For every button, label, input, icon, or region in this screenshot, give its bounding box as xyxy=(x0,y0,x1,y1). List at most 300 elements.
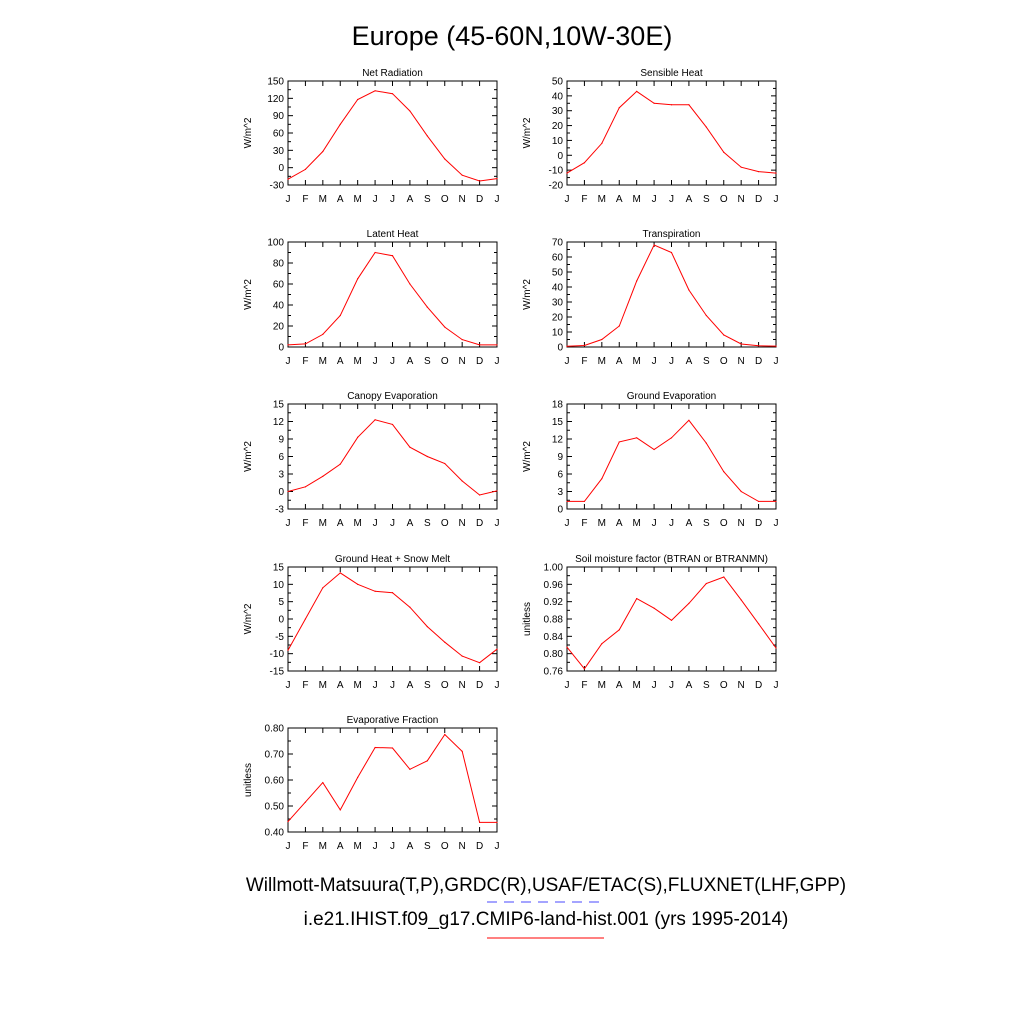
data-point xyxy=(340,124,341,125)
data-point xyxy=(636,437,637,438)
data-point xyxy=(688,104,689,105)
y-tick-label: 150 xyxy=(267,76,284,88)
x-tick-label: M xyxy=(353,518,362,529)
x-tick-label: N xyxy=(737,194,745,205)
x-tick-label: M xyxy=(597,680,607,691)
data-point xyxy=(619,629,620,630)
data-point xyxy=(427,135,428,136)
y-axis-label: W/m^2 xyxy=(243,279,254,310)
data-point xyxy=(758,171,759,172)
x-tick-label: M xyxy=(597,356,607,367)
y-tick-label: 0 xyxy=(557,504,563,516)
data-point xyxy=(496,344,497,345)
x-tick-label: N xyxy=(458,841,466,852)
data-point xyxy=(392,747,393,748)
x-tick-label: J xyxy=(773,356,779,367)
x-tick-label: A xyxy=(685,194,693,205)
data-point xyxy=(653,244,654,245)
data-point xyxy=(619,441,620,442)
data-point xyxy=(775,501,776,502)
y-tick-label: 0.40 xyxy=(264,827,284,839)
y-tick-label: 3 xyxy=(557,487,563,498)
x-tick-label: N xyxy=(458,356,466,367)
data-point xyxy=(374,419,375,420)
x-tick-label: J xyxy=(651,518,657,529)
x-tick-label: A xyxy=(336,518,344,529)
y-tick-label: 20 xyxy=(551,312,563,324)
y-tick-label: 0.84 xyxy=(543,631,563,643)
y-tick-label: -3 xyxy=(275,504,284,516)
y-axis-label: unitless xyxy=(243,763,254,797)
data-point xyxy=(305,169,306,170)
x-tick-label: A xyxy=(406,356,414,367)
figure-title: Europe (45-60N,10W-30E) xyxy=(351,21,673,51)
x-tick-label: A xyxy=(685,680,693,691)
data-point xyxy=(287,344,288,345)
data-point xyxy=(322,587,323,588)
data-point xyxy=(653,103,654,104)
x-tick-label: A xyxy=(336,841,344,852)
y-tick-label: 0.76 xyxy=(543,666,563,678)
data-point xyxy=(566,501,567,502)
data-point xyxy=(374,252,375,253)
x-tick-label: M xyxy=(632,356,641,367)
x-tick-label: A xyxy=(615,356,623,367)
y-tick-label: 100 xyxy=(267,237,284,249)
data-point xyxy=(636,91,637,92)
data-point xyxy=(305,486,306,487)
y-tick-label: 80 xyxy=(272,258,284,270)
data-point xyxy=(636,598,637,599)
data-point xyxy=(322,476,323,477)
x-tick-label: A xyxy=(685,518,693,529)
data-point xyxy=(322,782,323,783)
x-tick-label: A xyxy=(685,356,693,367)
data-point xyxy=(496,822,497,823)
x-tick-label: J xyxy=(372,518,378,529)
x-tick-label: J xyxy=(669,194,674,205)
data-point xyxy=(775,173,776,174)
y-axis-label: W/m^2 xyxy=(522,117,533,149)
data-point xyxy=(357,278,358,279)
x-tick-label: J xyxy=(372,356,378,367)
y-tick-label: 18 xyxy=(551,399,563,411)
y-tick-label: 6 xyxy=(278,452,284,463)
data-point xyxy=(496,490,497,491)
data-point xyxy=(340,463,341,464)
x-tick-label: M xyxy=(353,194,362,205)
data-point xyxy=(741,167,742,168)
x-tick-label: S xyxy=(423,680,431,691)
data-point xyxy=(653,449,654,450)
x-tick-label: J xyxy=(773,518,779,529)
x-tick-label: A xyxy=(615,680,623,691)
y-tick-label: 40 xyxy=(272,300,284,312)
y-tick-label: 0 xyxy=(278,487,284,498)
data-point xyxy=(671,104,672,105)
data-point xyxy=(671,437,672,438)
panel-title: Transpiration xyxy=(642,229,701,240)
data-point xyxy=(287,491,288,492)
data-point xyxy=(723,152,724,153)
data-point xyxy=(758,501,759,502)
data-point xyxy=(584,501,585,502)
y-tick-label: -15 xyxy=(269,666,284,678)
data-point xyxy=(340,315,341,316)
x-tick-label: S xyxy=(702,680,710,691)
x-tick-label: J xyxy=(651,356,657,367)
x-tick-label: J xyxy=(773,194,779,205)
y-tick-label: -10 xyxy=(269,649,284,661)
data-point xyxy=(287,179,288,180)
x-tick-label: M xyxy=(632,518,641,529)
x-tick-label: J xyxy=(390,680,395,691)
data-point xyxy=(427,456,428,457)
panel-title: Net Radiation xyxy=(362,68,423,79)
y-tick-label: -5 xyxy=(275,631,284,643)
panel-title: Evaporative Fraction xyxy=(346,715,439,726)
data-point xyxy=(374,591,375,592)
data-point xyxy=(409,283,410,284)
data-point xyxy=(357,437,358,438)
x-tick-label: J xyxy=(564,680,570,691)
x-tick-label: M xyxy=(353,841,362,852)
data-point xyxy=(741,599,742,600)
y-tick-label: 70 xyxy=(551,237,563,249)
data-point xyxy=(775,647,776,648)
y-tick-label: 120 xyxy=(267,93,284,105)
x-tick-label: J xyxy=(564,518,570,529)
data-point xyxy=(287,821,288,822)
x-tick-label: S xyxy=(423,356,431,367)
x-tick-label: M xyxy=(318,356,328,367)
data-point xyxy=(305,343,306,344)
x-tick-label: M xyxy=(353,680,362,691)
data-point xyxy=(357,584,358,585)
y-tick-label: 10 xyxy=(551,135,563,147)
x-tick-label: F xyxy=(581,194,588,205)
x-tick-label: M xyxy=(318,680,328,691)
x-tick-label: A xyxy=(406,680,414,691)
data-point xyxy=(409,110,410,111)
x-tick-label: M xyxy=(353,356,362,367)
data-point xyxy=(322,151,323,152)
panel-title: Ground Heat + Snow Melt xyxy=(334,554,451,565)
x-tick-label: D xyxy=(754,518,763,529)
x-tick-label: S xyxy=(423,518,431,529)
data-point xyxy=(305,802,306,803)
y-tick-label: 15 xyxy=(551,417,563,428)
y-tick-label: 50 xyxy=(551,267,563,279)
data-point xyxy=(287,650,288,651)
y-tick-label: 9 xyxy=(557,452,563,463)
y-tick-label: 3 xyxy=(278,469,284,481)
x-tick-label: N xyxy=(458,680,466,691)
data-point xyxy=(444,463,445,464)
panel-title: Soil moisture factor (BTRAN or BTRANMN) xyxy=(575,554,768,565)
data-point xyxy=(688,603,689,604)
x-tick-label: D xyxy=(475,194,484,205)
x-tick-label: O xyxy=(440,194,449,205)
data-point xyxy=(479,344,480,345)
y-tick-label: 30 xyxy=(551,297,563,309)
x-tick-label: J xyxy=(651,680,657,691)
y-tick-label: 0.80 xyxy=(264,723,284,735)
x-tick-label: A xyxy=(615,194,623,205)
y-tick-label: 0 xyxy=(278,342,284,354)
x-tick-label: J xyxy=(494,518,500,529)
x-tick-label: A xyxy=(336,356,344,367)
data-point xyxy=(723,334,724,335)
x-tick-label: D xyxy=(475,680,484,691)
x-tick-label: J xyxy=(669,356,674,367)
x-tick-label: F xyxy=(302,680,309,691)
x-tick-label: D xyxy=(475,518,484,529)
x-tick-label: A xyxy=(336,680,344,691)
data-point xyxy=(322,334,323,335)
x-tick-label: F xyxy=(581,518,588,529)
data-point xyxy=(374,747,375,748)
y-axis-label: unitless xyxy=(522,602,533,636)
x-tick-label: J xyxy=(285,680,291,691)
data-point xyxy=(496,649,497,650)
data-point xyxy=(479,662,480,663)
x-tick-label: J xyxy=(390,841,395,852)
y-tick-label: 10 xyxy=(272,579,284,591)
data-point xyxy=(601,478,602,479)
x-tick-label: J xyxy=(494,841,500,852)
y-axis-label: W/m^2 xyxy=(243,441,254,472)
y-tick-label: 20 xyxy=(272,321,284,333)
y-tick-label: 10 xyxy=(551,327,563,339)
y-tick-label: 0.70 xyxy=(264,749,284,761)
y-tick-label: 1.00 xyxy=(543,562,563,574)
y-tick-label: 0 xyxy=(278,163,284,175)
data-point xyxy=(601,643,602,644)
data-point xyxy=(444,158,445,159)
data-point xyxy=(706,126,707,127)
x-tick-label: J xyxy=(494,356,500,367)
y-tick-label: 30 xyxy=(272,145,284,157)
data-point xyxy=(741,491,742,492)
data-point xyxy=(462,751,463,752)
data-point xyxy=(392,255,393,256)
data-point xyxy=(723,576,724,577)
y-tick-label: -30 xyxy=(269,180,284,192)
data-point xyxy=(357,99,358,100)
data-point xyxy=(706,315,707,316)
y-tick-label: 0.88 xyxy=(543,614,563,626)
legend-label-model: i.e21.IHIST.f09_g17.CMIP6-land-hist.001 (yrs 1995-2014) xyxy=(303,909,789,930)
data-point xyxy=(462,175,463,176)
y-tick-label: 12 xyxy=(272,417,284,428)
x-tick-label: O xyxy=(440,680,449,691)
y-tick-label: 5 xyxy=(278,597,284,609)
y-tick-label: 40 xyxy=(551,91,563,103)
x-tick-label: J xyxy=(494,680,500,691)
y-axis-label: W/m^2 xyxy=(522,279,533,310)
data-point xyxy=(462,655,463,656)
x-tick-label: M xyxy=(318,194,328,205)
y-tick-label: 0.60 xyxy=(264,775,284,787)
x-tick-label: J xyxy=(669,680,674,691)
x-tick-label: D xyxy=(754,194,763,205)
data-point xyxy=(601,339,602,340)
data-point xyxy=(688,289,689,290)
x-tick-label: J xyxy=(372,680,378,691)
x-tick-label: D xyxy=(754,356,763,367)
y-tick-label: 90 xyxy=(272,111,284,123)
y-tick-label: 6 xyxy=(557,469,563,481)
x-tick-label: O xyxy=(719,518,728,529)
x-tick-label: J xyxy=(651,194,657,205)
y-tick-label: 60 xyxy=(272,279,284,291)
x-tick-label: F xyxy=(302,841,309,852)
data-point xyxy=(584,668,585,669)
x-tick-label: O xyxy=(719,680,728,691)
y-tick-label: 40 xyxy=(551,282,563,294)
x-tick-label: N xyxy=(458,194,466,205)
data-point xyxy=(758,623,759,624)
y-tick-label: -10 xyxy=(548,165,563,177)
x-tick-label: M xyxy=(318,518,328,529)
data-point xyxy=(392,93,393,94)
y-tick-label: 15 xyxy=(272,562,284,574)
x-tick-label: A xyxy=(406,518,414,529)
y-axis-label: W/m^2 xyxy=(522,441,533,472)
x-tick-label: A xyxy=(406,841,414,852)
data-point xyxy=(444,642,445,643)
data-point xyxy=(392,424,393,425)
x-tick-label: O xyxy=(719,194,728,205)
x-tick-label: M xyxy=(632,680,641,691)
data-point xyxy=(462,480,463,481)
x-tick-label: J xyxy=(494,194,500,205)
data-point xyxy=(374,90,375,91)
legend-label-obs: Willmott-Matsuura(T,P),GRDC(R),USAF/ETAC(S),FLUXNET(LHF,GPP) xyxy=(245,875,847,896)
y-tick-label: -20 xyxy=(548,180,563,192)
data-point xyxy=(584,345,585,346)
data-point xyxy=(775,346,776,347)
data-point xyxy=(479,822,480,823)
data-point xyxy=(409,447,410,448)
y-tick-label: 0.92 xyxy=(543,597,563,609)
data-point xyxy=(653,608,654,609)
x-tick-label: A xyxy=(336,194,344,205)
x-tick-label: S xyxy=(423,194,431,205)
x-tick-label: J xyxy=(285,194,291,205)
data-point xyxy=(444,734,445,735)
x-tick-label: O xyxy=(440,518,449,529)
data-point xyxy=(619,107,620,108)
y-axis-label: W/m^2 xyxy=(243,117,254,149)
x-tick-label: J xyxy=(285,841,291,852)
y-tick-label: 0.80 xyxy=(543,649,563,661)
data-point xyxy=(392,592,393,593)
y-tick-label: 60 xyxy=(272,128,284,140)
data-point xyxy=(619,325,620,326)
panel-title: Latent Heat xyxy=(366,229,419,240)
data-point xyxy=(427,760,428,761)
x-tick-label: J xyxy=(285,356,291,367)
y-tick-label: 0.50 xyxy=(264,801,284,813)
x-tick-label: M xyxy=(632,194,641,205)
data-point xyxy=(741,343,742,344)
x-tick-label: F xyxy=(302,356,309,367)
x-tick-label: M xyxy=(597,194,607,205)
x-tick-label: S xyxy=(423,841,431,852)
y-tick-label: 30 xyxy=(551,106,563,118)
data-point xyxy=(601,143,602,144)
x-tick-label: D xyxy=(754,680,763,691)
x-tick-label: S xyxy=(702,194,710,205)
data-point xyxy=(671,252,672,253)
x-tick-label: F xyxy=(581,680,588,691)
data-point xyxy=(479,494,480,495)
x-tick-label: J xyxy=(773,680,779,691)
data-point xyxy=(444,326,445,327)
x-tick-label: D xyxy=(475,356,484,367)
data-point xyxy=(671,620,672,621)
data-point xyxy=(706,583,707,584)
data-point xyxy=(427,307,428,308)
x-tick-label: N xyxy=(737,680,745,691)
x-tick-label: S xyxy=(702,518,710,529)
x-tick-label: J xyxy=(390,356,395,367)
data-point xyxy=(566,346,567,347)
y-tick-label: 15 xyxy=(272,399,284,411)
x-tick-label: J xyxy=(390,194,395,205)
data-point xyxy=(636,280,637,281)
y-tick-label: 0 xyxy=(557,150,563,162)
data-point xyxy=(496,178,497,179)
x-tick-label: J xyxy=(390,518,395,529)
x-tick-label: J xyxy=(564,194,570,205)
data-point xyxy=(479,180,480,181)
data-point xyxy=(340,572,341,573)
y-tick-label: 60 xyxy=(551,252,563,264)
x-tick-label: J xyxy=(285,518,291,529)
x-tick-label: F xyxy=(302,518,309,529)
x-tick-label: N xyxy=(737,518,745,529)
y-tick-label: 50 xyxy=(551,76,563,88)
x-tick-label: D xyxy=(475,841,484,852)
y-tick-label: 0 xyxy=(278,614,284,626)
x-tick-label: M xyxy=(597,518,607,529)
data-point xyxy=(758,345,759,346)
panel-title: Canopy Evaporation xyxy=(347,391,438,402)
x-tick-label: J xyxy=(564,356,570,367)
data-point xyxy=(305,618,306,619)
panel-title: Sensible Heat xyxy=(640,68,703,79)
x-tick-label: O xyxy=(719,356,728,367)
x-tick-label: A xyxy=(615,518,623,529)
data-point xyxy=(409,607,410,608)
x-tick-label: F xyxy=(581,356,588,367)
x-tick-label: O xyxy=(440,841,449,852)
x-tick-label: O xyxy=(440,356,449,367)
y-tick-label: 20 xyxy=(551,121,563,133)
data-point xyxy=(409,769,410,770)
x-tick-label: M xyxy=(318,841,328,852)
x-tick-label: N xyxy=(737,356,745,367)
y-tick-label: 9 xyxy=(278,434,284,446)
panel-title: Ground Evaporation xyxy=(626,391,717,402)
y-axis-label: W/m^2 xyxy=(243,603,254,635)
x-tick-label: N xyxy=(458,518,466,529)
data-point xyxy=(723,471,724,472)
y-tick-label: 0 xyxy=(557,342,563,354)
